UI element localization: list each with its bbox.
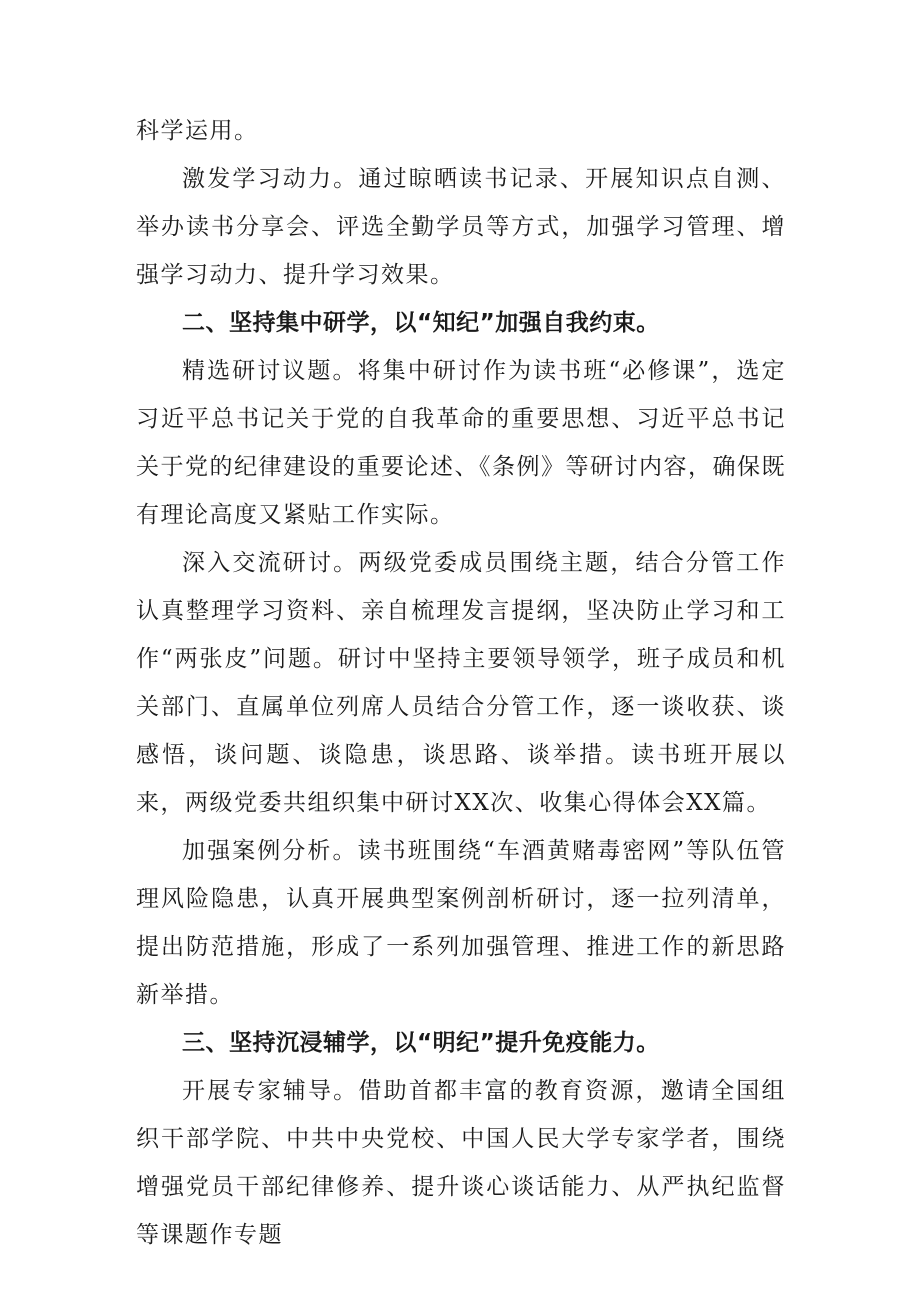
section-heading-2: 二、坚持集中研学，以“知纪”加强自我约束。 <box>182 310 660 336</box>
paragraph-case-analysis: 加强案例分析。读书班围绕“车酒黄赌毒密网”等队伍管理风险隐患，认真开展典型案例剖析研讨，逐一拉列清单，提出防范措施，形成了一系列加强管理、推进工作的新思路新举措。 <box>136 838 786 1008</box>
paragraph-continuation: 科学运用。 <box>136 118 259 144</box>
paragraph-exchange-discussion: 深入交流研讨。两级党委成员围绕主题，结合分管工作认真整理学习资料、亲自梳理发言提纲，坚决防止学习和工作“两张皮”问题。研讨中坚持主要领导领学，班子成员和机关部门、直属单位列席人员结合分管工作，逐一谈收获、谈感悟，谈问题、谈隐患，谈思路、谈举措。读书班开展以来，两级党委共组织集中研讨XX次、收集心得体会XX篇。 <box>136 550 786 816</box>
paragraph-select-topics: 精选研讨议题。将集中研讨作为读书班“必修课”，选定习近平总书记关于党的自我革命的重要思想、习近平总书记关于党的纪律建设的重要论述、《条例》等研讨内容，确保既有理论高度又紧贴工作实际。 <box>136 358 786 528</box>
document-body <box>136 107 786 1259</box>
paragraph-expert-guidance: 开展专家辅导。借助首都丰富的教育资源，邀请全国组织干部学院、中共中央党校、中国人民大学专家学者，围绕增强党员干部纪律修养、提升谈心谈话能力、从严执纪监督等课题作专题 <box>136 1078 786 1248</box>
section-heading-3: 三、坚持沉浸辅学，以“明纪”提升免疫能力。 <box>182 1030 660 1056</box>
paragraph-stimulate-learning: 激发学习动力。通过晾晒读书记录、开展知识点自测、举办读书分享会、评选全勤学员等方式，加强学习管理、增强学习动力、提升学习效果。 <box>136 166 786 288</box>
